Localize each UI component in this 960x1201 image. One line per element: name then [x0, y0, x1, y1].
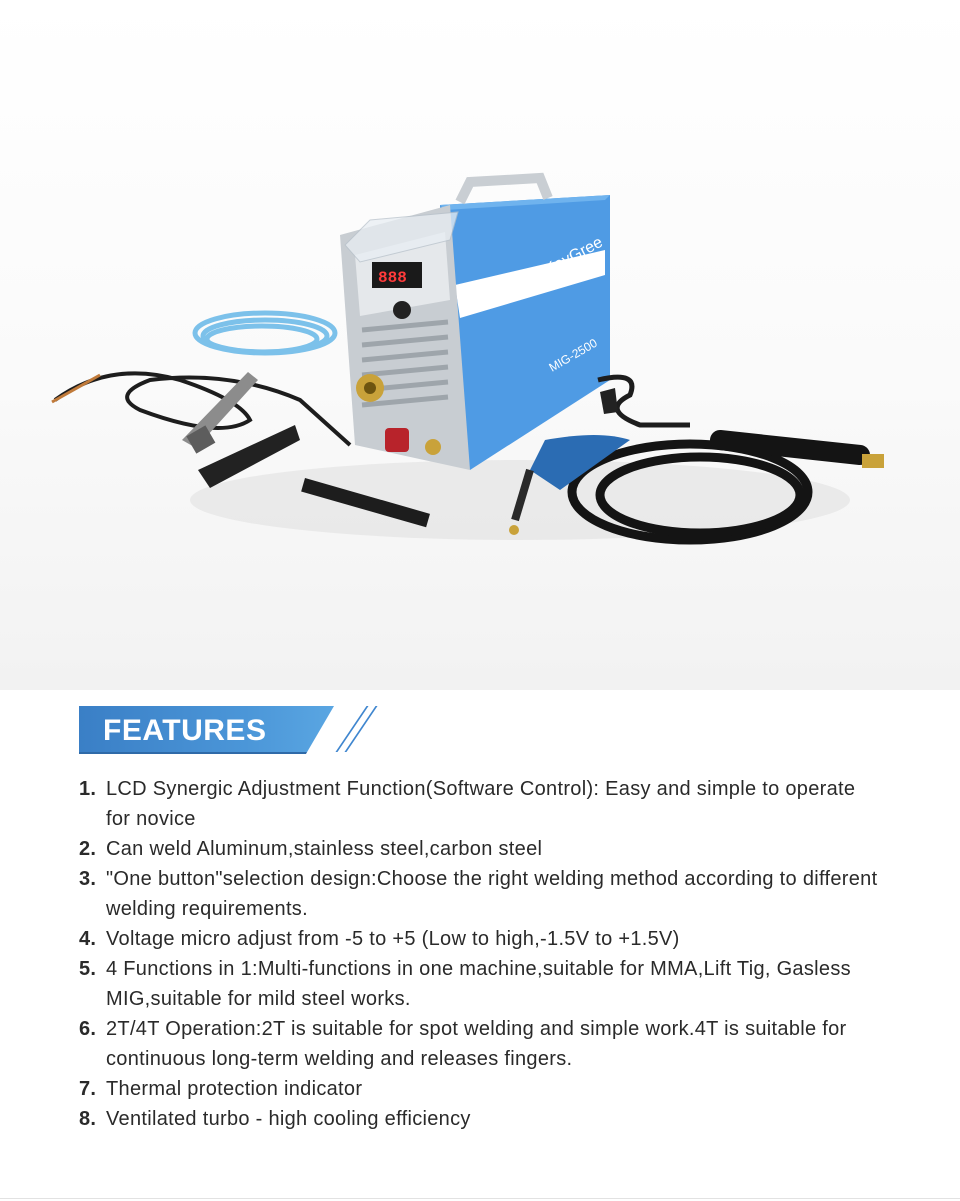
machine-brand-text: KeyGree	[541, 233, 606, 279]
feature-text: Can weld Aluminum,stainless steel,carbon steel	[106, 838, 543, 860]
feature-text: 4 Functions in 1:Multi-functions in one machine,suitable for MMA,Lift Tig, Gasless MIG,suitable for mild steel works.	[106, 958, 851, 1010]
feature-item-5	[79, 954, 879, 1014]
features-banner	[79, 706, 369, 754]
feature-item-8	[79, 1104, 879, 1134]
feature-number: 4.	[79, 928, 97, 950]
feature-item-4	[79, 924, 879, 954]
feature-item-2	[79, 834, 879, 864]
feature-item-1	[79, 774, 879, 834]
feature-text: "One button"selection design:Choose the right welding method according to different welding requirements.	[106, 868, 878, 920]
feature-item-3	[79, 864, 879, 924]
features-list	[79, 774, 879, 1134]
feature-number: 3.	[79, 868, 97, 890]
ground-clamp	[182, 372, 300, 488]
feature-text: 2T/4T Operation:2T is suitable for spot welding and simple work.4T is suitable for continuous long-term welding and releases fingers.	[106, 1018, 847, 1070]
feature-item-7	[79, 1074, 879, 1104]
feature-number: 7.	[79, 1078, 97, 1100]
feature-text: Voltage micro adjust from -5 to +5 (Low to high,-1.5V to +1.5V)	[106, 928, 680, 950]
feature-number: 8.	[79, 1108, 97, 1130]
welder-machine	[340, 178, 610, 470]
feature-text: Thermal protection indicator	[106, 1078, 363, 1100]
feature-text: LCD Synergic Adjustment Function(Software Control): Easy and simple to operate for novice	[106, 778, 856, 830]
bottom-divider	[0, 1198, 960, 1199]
feature-item-6	[79, 1014, 879, 1074]
feature-number: 5.	[79, 958, 97, 980]
banner-stripe-1	[335, 706, 368, 752]
feature-number: 1.	[79, 778, 97, 800]
features-title: FEATURES	[103, 714, 267, 747]
gas-hose	[195, 313, 335, 353]
machine-model-text: MIG-2500	[546, 335, 600, 375]
feature-text: Ventilated turbo - high cooling efficiency	[106, 1108, 471, 1130]
feature-number: 6.	[79, 1018, 97, 1040]
machine-display-text: 888	[378, 269, 407, 287]
feature-number: 2.	[79, 838, 97, 860]
